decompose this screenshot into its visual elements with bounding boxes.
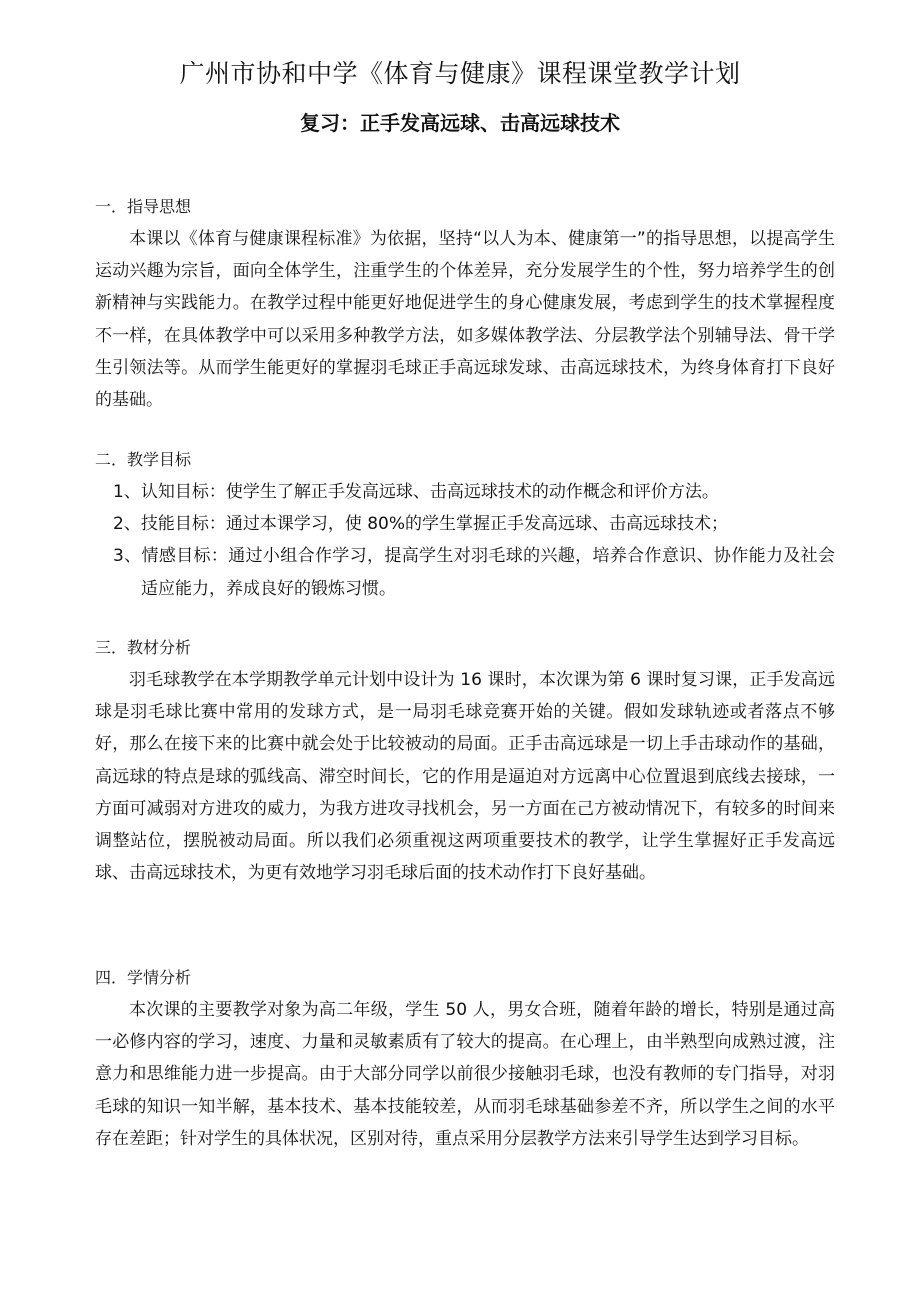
section-heading-guide: 一．指导思想 [95,197,192,216]
goal-item-cognitive: 1、认知目标：使学生了解正手发高远球、击高远球技术的动作概念和评价方法。 [113,482,719,502]
goal-item-affective: 3、情感目标：通过小组合作学习，提高学生对羽毛球的兴趣，培养合作意识、协作能力及社会适应能力，养成良好的锻炼习惯。 [113,546,835,599]
section-heading-material: 三．教材分析 [95,638,192,657]
goals-list [95,476,835,605]
section-goals [95,444,835,605]
goal-item-skill: 2、技能目标：通过本课学习，使 80%的学生掌握正手发高远球、击高远球技术； [113,514,729,535]
section-heading-goals: 二．教学目标 [95,450,192,469]
section-material [95,632,835,889]
section-text-guide: 本课以《体育与健康课程标准》为依据，坚持“以人为本、健康第一”的指导思想，以提高学生运动兴趣为宗旨，面向全体学生，注重学生的个体差异，充分发展学生的个性，努力培养学生的创新精神与实践能力。在教学过程中能更好地促进学生的身心健康发展，考虑到学生的技术掌握程度不一样，在具体教学中可以采用多种教学方法，如多媒体教学法、分层教学法个别辅导法、骨干学生引领法等。从而学生能更好的掌握羽毛球正手高远球发球、击高远球技术，为终身体育打下良好的基础。 [95,229,835,411]
section-text-material: 羽毛球教学在本学期教学单元计划中设计为 16 课时，本次课为第 6 课时复习课，正手发高远球是羽毛球比赛中常用的发球方式，是一局羽毛球竞赛开始的关键。假如发球轨迹或者落点不够好，那么在接下来的比赛中就会处于比较被动的局面。正手击高远球是一切上手击球动作的基础， 高远球的特点是球的弧线高、滞空时间长，它的作用是逼迫对方远离中心位置退到底线去接球，一方面可减弱对方进攻的威力，为我方进攻寻找机会，另一方面在己方被动情况下，有较多的时间来调整站位，摆脱被动局面。所以我们必须重视这两项重要技术的教学，让学生掌握好正手发高远球、击高远球技术，为更有效地学习羽毛球后面的技术动作打下良好基础。 [95,670,835,884]
section-text-students: 本次课的主要教学对象为高二年级，学生 50 人，男女合班，随着年龄的增长，特别是通过高一必修内容的学习，速度、力量和灵敏素质有了较大的提高。在心理上，由半熟型向成熟过渡，注意力和思维能力进一步提高。由于大部分同学以前很少接触羽毛球，也没有教师的专门指导，对羽毛球的知识一知半解，基本技术、基本技能较差，从而羽毛球基础参差不齐，所以学生之间的水平存在差距；针对学生的具体状况，区别对待，重点采用分层教学方法来引导学生达到学习目标。 [95,1000,835,1149]
section-guide [95,191,835,416]
section-heading-students: 四．学情分析 [95,968,192,987]
document-subtitle: 复习：正手发高远球、击高远球技术 [300,111,620,135]
section-students [95,962,835,1155]
document-title: 广州市协和中学《体育与健康》课程课堂教学计划 [179,59,741,88]
